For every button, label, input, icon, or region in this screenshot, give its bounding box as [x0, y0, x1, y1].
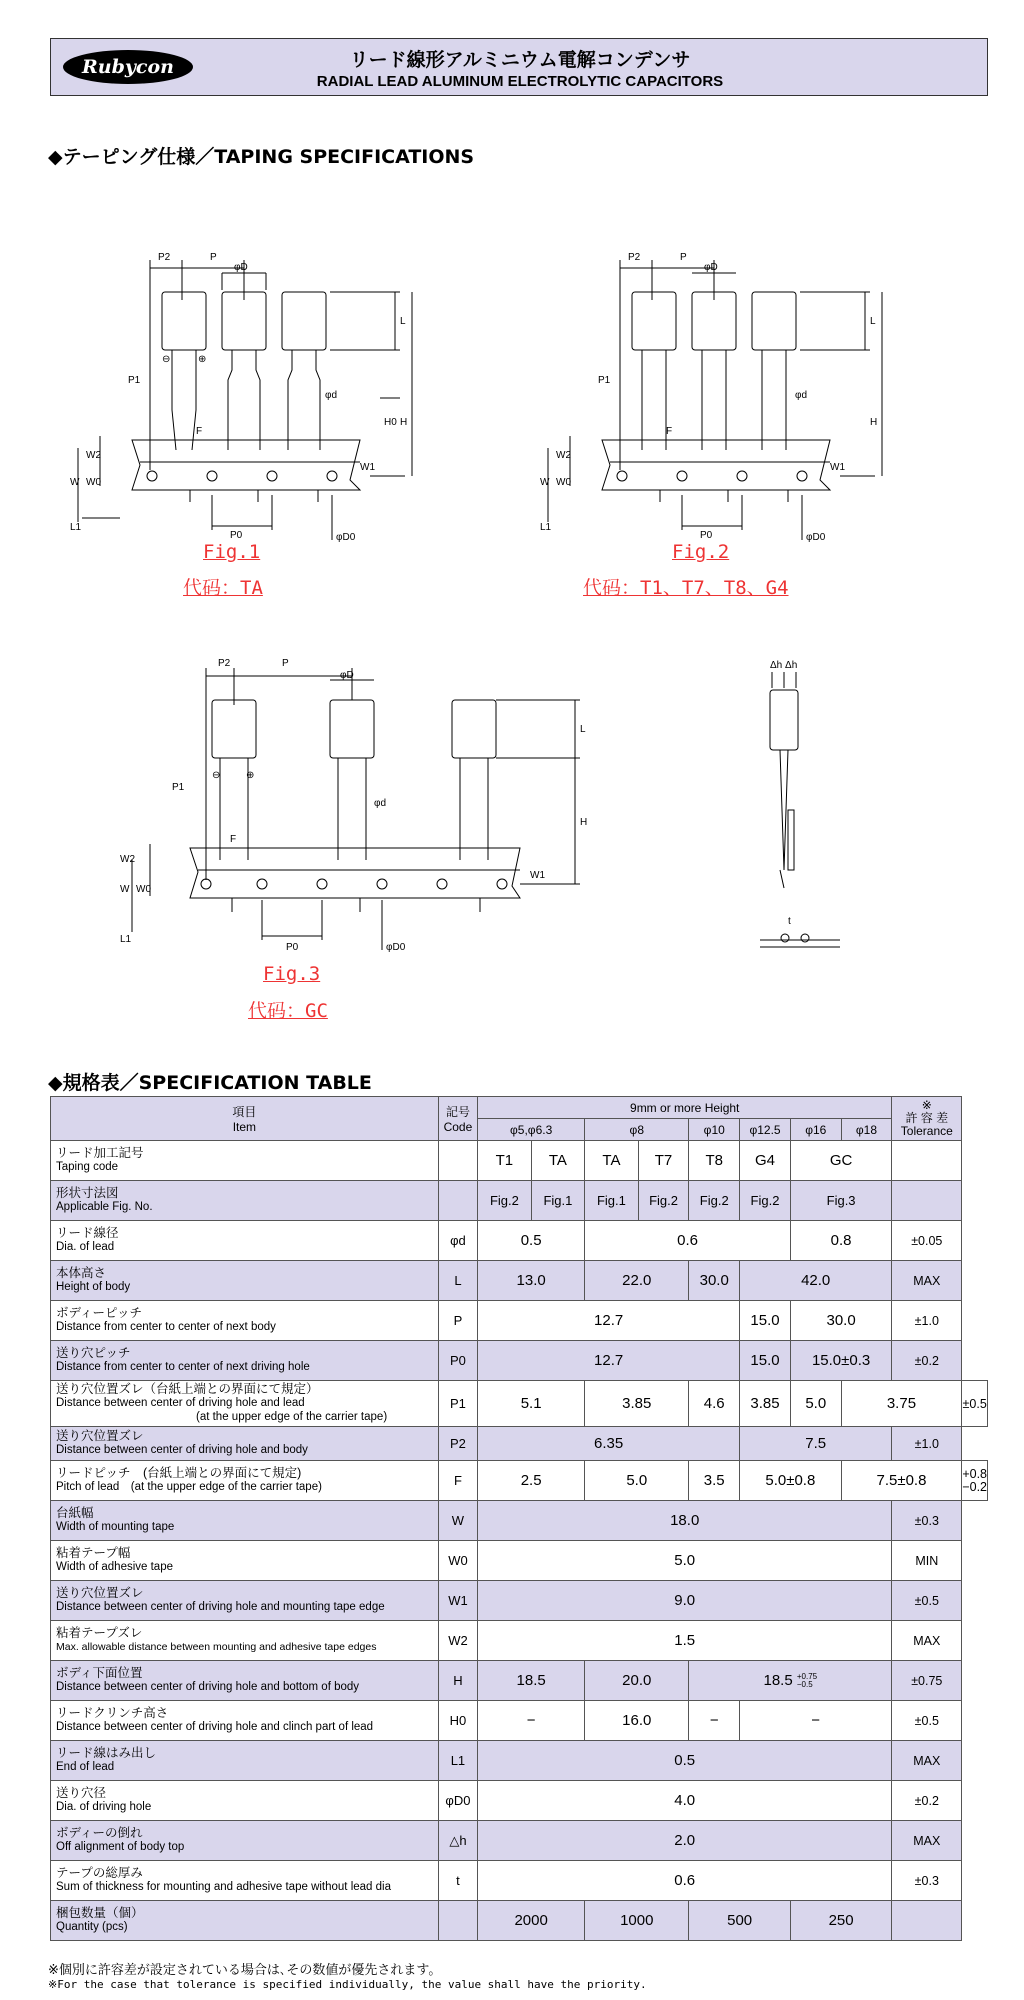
fig3-code: 代码：GC	[248, 1000, 328, 1022]
cell: Fig.2	[638, 1181, 689, 1221]
cell: Fig.2	[689, 1181, 740, 1221]
cell: 5.0	[790, 1381, 841, 1427]
cell: 3.5	[689, 1461, 740, 1501]
code-cell: W	[438, 1501, 477, 1541]
code-cell: W1	[438, 1581, 477, 1621]
note-en: ※For the case that tolerance is specified individually, the value shall have the priority.	[48, 1978, 647, 1991]
d0-label: 送り穴径 Dia. of driving hole	[51, 1781, 439, 1821]
size-10: φ10	[689, 1119, 740, 1141]
w1-label: 送り穴位置ズレ Distance between center of driving hole and mounting tape edge	[51, 1581, 439, 1621]
tol-cell: MAX	[892, 1821, 962, 1861]
row-w2	[51, 1621, 988, 1661]
cell: 15.0±0.3	[790, 1341, 891, 1381]
row-lead-dia	[51, 1221, 988, 1261]
fig1-l1-label: L1	[70, 522, 82, 533]
tol-cell: ±0.5	[892, 1701, 962, 1741]
cell: 12.7	[478, 1341, 740, 1381]
cell: Fig.1	[585, 1181, 639, 1221]
tol-cell: +0.8 −0.2	[962, 1461, 988, 1501]
fig2-w2-label: W2	[556, 450, 571, 461]
fig2-l-label: L	[870, 316, 876, 327]
fig3-w1-label: W1	[530, 870, 545, 881]
row-dh	[51, 1821, 988, 1861]
cell: 22.0	[585, 1261, 689, 1301]
fig1-w2-label: W2	[86, 450, 101, 461]
specification-table	[50, 1096, 988, 1941]
fig2-p0-label: P0	[700, 530, 713, 541]
fig3-w2-label: W2	[120, 854, 135, 865]
cell: 2.0	[478, 1821, 892, 1861]
code-cell: L	[438, 1261, 477, 1301]
cell: 13.0	[478, 1261, 585, 1301]
row-d0	[51, 1781, 988, 1821]
quantity-label: 梱包数量（個） Quantity (pcs)	[51, 1901, 439, 1941]
fig3-phid0-label: φD0	[386, 942, 406, 953]
cell: T8	[689, 1141, 740, 1181]
size-125: φ12.5	[740, 1119, 791, 1141]
cell: Fig.2	[740, 1181, 791, 1221]
cell: 7.5	[740, 1427, 892, 1461]
tol-cell: ±0.5	[892, 1581, 962, 1621]
code-header: 記号 Code	[438, 1097, 477, 1141]
fig1-w0-label: W0	[86, 477, 101, 488]
cell: 6.35	[478, 1427, 740, 1461]
cell: −	[740, 1701, 892, 1741]
row-f	[51, 1461, 988, 1501]
cell: Fig.2	[478, 1181, 532, 1221]
row-hole-pitch	[51, 1341, 988, 1381]
fig1-code: 代码：TA	[183, 577, 263, 599]
taping-figure-3	[120, 650, 1000, 960]
cell: 9.0	[478, 1581, 892, 1621]
cell: 0.5	[478, 1741, 892, 1781]
fig1-f-label: F	[196, 426, 203, 437]
fig1-plus-mark: ⊕	[198, 354, 207, 365]
code-cell: W0	[438, 1541, 477, 1581]
cell: 5.0±0.8	[740, 1461, 842, 1501]
code-cell: P	[438, 1301, 477, 1341]
tol-cell: MAX	[892, 1261, 962, 1301]
p2-label: 送り穴位置ズレ Distance between center of driving hole and body	[51, 1427, 439, 1461]
size-16: φ16	[790, 1119, 841, 1141]
fig1-minus-mark: ⊖	[162, 354, 171, 365]
tol-cell: ±0.3	[892, 1861, 962, 1901]
cell: TA	[531, 1141, 585, 1181]
title-jp: リード線形アルミニウム電解コンデンサ	[349, 49, 691, 71]
cell: 30.0	[689, 1261, 740, 1301]
fig2-phiD-label: φD	[704, 262, 718, 273]
cell: Fig.3	[790, 1181, 891, 1221]
section-taping-heading: ◆テーピング仕様／TAPING SPECIFICATIONS	[48, 146, 475, 168]
cell: 5.1	[478, 1381, 585, 1427]
fig3-w-label: W	[120, 884, 130, 895]
tol-cell: ±0.3	[892, 1501, 962, 1541]
tol-cell: MIN	[892, 1541, 962, 1581]
dh-label: ボディーの倒れ Off alignment of body top	[51, 1821, 439, 1861]
row-fig-no	[51, 1181, 988, 1221]
fig3-caption: Fig.3	[263, 963, 321, 985]
cell: T7	[638, 1141, 689, 1181]
cell: GC	[790, 1141, 891, 1181]
fig1-p1-label: P1	[128, 375, 141, 386]
cell: 2.5	[478, 1461, 585, 1501]
cell: 7.5±0.8	[841, 1461, 962, 1501]
tol-cell: ±0.05	[892, 1221, 962, 1261]
fig3-l-label: L	[580, 724, 586, 735]
row-quantity	[51, 1901, 988, 1941]
cell: 0.5	[478, 1221, 585, 1261]
fig1-l-label: L	[400, 316, 406, 327]
fig1-h-label: H	[400, 417, 408, 428]
cell: G4	[740, 1141, 791, 1181]
fig2-caption: Fig.2	[672, 541, 730, 563]
cell: 3.85	[740, 1381, 791, 1427]
cell: 250	[790, 1901, 891, 1941]
tol-cell: ±1.0	[892, 1427, 962, 1461]
h0-label: リードクリンチ高さ Distance between center of driving hole and clinch part of lead	[51, 1701, 439, 1741]
code-cell: P2	[438, 1427, 477, 1461]
t-label: テープの総厚み Sum of thickness for mounting and adhesive tape without lead dia	[51, 1861, 439, 1901]
fig2-w1-label: W1	[830, 462, 845, 473]
fig1-w1-label: W1	[360, 462, 375, 473]
fig3-p1-label: P1	[172, 782, 185, 793]
p1-label: 送り穴位置ズレ（台紙上端との界面にて規定） Distance between center of driving hole and lead (at the upper edge of the carrier tape)	[51, 1381, 439, 1427]
hole-pitch-label: 送り穴ピッチ Distance from center to center of next driving hole	[51, 1341, 439, 1381]
fig2-p1-label: P1	[598, 375, 611, 386]
fig2-code: 代码：T1、T7、T8、G4	[583, 577, 789, 599]
fig3-p0-label: P0	[286, 942, 299, 953]
code-cell: t	[438, 1861, 477, 1901]
row-w	[51, 1501, 988, 1541]
cell: 30.0	[790, 1301, 891, 1341]
header-row-1	[51, 1097, 988, 1119]
code-cell: △h	[438, 1821, 477, 1861]
code-cell: W2	[438, 1621, 477, 1661]
w-label: 台紙幅 Width of mounting tape	[51, 1501, 439, 1541]
body-pitch-label: ボディーピッチ Distance from center to center of next body	[51, 1301, 439, 1341]
cell: 16.0	[585, 1701, 689, 1741]
code-cell: φD0	[438, 1781, 477, 1821]
cell: 18.0	[478, 1501, 892, 1541]
cell: 3.85	[585, 1381, 689, 1427]
fig2-p-label: P	[680, 252, 687, 263]
row-h	[51, 1661, 988, 1701]
fig3-l1-label: L1	[120, 934, 132, 945]
row-t	[51, 1861, 988, 1901]
cell: 5.0	[585, 1461, 689, 1501]
fig3-phid-label: φd	[374, 798, 387, 809]
row-body-pitch	[51, 1301, 988, 1341]
body-height-label: 本体高さ Height of body	[51, 1261, 439, 1301]
row-p1	[51, 1381, 988, 1427]
fig2-phid0-label: φD0	[806, 532, 826, 543]
cell: 15.0	[740, 1341, 791, 1381]
cell: TA	[585, 1141, 639, 1181]
cell: 5.0	[478, 1541, 892, 1581]
tolerance-header: ※ 許 容 差 Tolerance	[892, 1097, 962, 1141]
section-spec-heading: ◆規格表／SPECIFICATION TABLE	[48, 1072, 372, 1094]
code-cell: L1	[438, 1741, 477, 1781]
cell: 12.7	[478, 1301, 740, 1341]
cell: 4.6	[689, 1381, 740, 1427]
fig2-l1-label: L1	[540, 522, 552, 533]
title-en: RADIAL LEAD ALUMINUM ELECTROLYTIC CAPACITORS	[316, 73, 724, 90]
fig3-p-label: P	[282, 658, 289, 669]
fig1-w-label: W	[70, 477, 80, 488]
note-jp: ※個別に許容差が設定されている場合は､その数値が優先されます。	[48, 1963, 442, 1978]
cell: 3.75	[841, 1381, 962, 1427]
f-label: リードピッチ (台紙上端との界面にて規定) Pitch of lead (at the upper edge of the carrier tape)	[51, 1461, 439, 1501]
row-p2	[51, 1427, 988, 1461]
lead-dia-label: リード線径 Dia. of lead	[51, 1221, 439, 1261]
row-taping-code	[51, 1141, 988, 1181]
cell: 20.0	[585, 1661, 689, 1701]
cell: 15.0	[740, 1301, 791, 1341]
cell: Fig.1	[531, 1181, 585, 1221]
side-t-label: t	[788, 916, 791, 927]
fig1-phiD-label: φD	[234, 262, 248, 273]
fig3-w0-label: W0	[136, 884, 151, 895]
cell: 42.0	[740, 1261, 892, 1301]
cell: T1	[478, 1141, 532, 1181]
tol-cell: ±1.0	[892, 1301, 962, 1341]
cell: 0.8	[790, 1221, 891, 1261]
item-header: 項目 Item	[51, 1097, 439, 1141]
w0-label: 粘着テープ幅 Width of adhesive tape	[51, 1541, 439, 1581]
fig1-p2-label: P2	[158, 252, 171, 263]
row-h0	[51, 1701, 988, 1741]
cell: 1.5	[478, 1621, 892, 1661]
l1-label: リード線はみ出し End of lead	[51, 1741, 439, 1781]
fig2-h-label: H	[870, 417, 878, 428]
cell: 18.5 +0.75 −0.5	[689, 1661, 892, 1701]
code-cell: P0	[438, 1341, 477, 1381]
cell: 0.6	[585, 1221, 791, 1261]
cell: 4.0	[478, 1781, 892, 1821]
tol-cell: ±0.2	[892, 1781, 962, 1821]
w2-label: 粘着テープズレ Max. allowable distance between mounting and adhesive tape edges	[51, 1621, 439, 1661]
code-cell: H0	[438, 1701, 477, 1741]
cell: −	[478, 1701, 585, 1741]
tol-cell: MAX	[892, 1621, 962, 1661]
h-label: ボディ下面位置 Distance between center of driving hole and bottom of body	[51, 1661, 439, 1701]
tol-cell: ±0.75	[892, 1661, 962, 1701]
fig3-plus-mark: ⊕	[246, 770, 255, 781]
cell: 0.6	[478, 1861, 892, 1901]
code-cell: P1	[438, 1381, 477, 1427]
cell: 18.5	[478, 1661, 585, 1701]
row-w0	[51, 1541, 988, 1581]
fig3-minus-mark: ⊖	[212, 770, 221, 781]
fig2-phid-label: φd	[795, 390, 808, 401]
cell: 1000	[585, 1901, 689, 1941]
fig-no-label: 形状寸法図 Applicable Fig. No.	[51, 1181, 439, 1221]
tol-cell: ±0.2	[892, 1341, 962, 1381]
code-cell: H	[438, 1661, 477, 1701]
fig1-caption: Fig.1	[203, 541, 261, 563]
fig1-h0-label: H0	[384, 417, 397, 428]
fig3-f-label: F	[230, 834, 237, 845]
fig1-p0-label: P0	[230, 530, 243, 541]
row-body-height	[51, 1261, 988, 1301]
code-cell: φd	[438, 1221, 477, 1261]
header-bar	[50, 38, 988, 96]
fig3-h-label: H	[580, 817, 588, 828]
rubycon-logo: Rubycon	[63, 50, 193, 84]
fig1-phid0-label: φD0	[336, 532, 356, 543]
fig3-phiD-label: φD	[340, 670, 354, 681]
cell: −	[689, 1701, 740, 1741]
fig2-w0-label: W0	[556, 477, 571, 488]
side-dh-label: Δh Δh	[770, 660, 798, 671]
row-l1	[51, 1741, 988, 1781]
fig2-f-label: F	[666, 426, 673, 437]
code-cell: F	[438, 1461, 477, 1501]
fig2-w-label: W	[540, 477, 550, 488]
height-header: 9mm or more Height	[478, 1097, 892, 1119]
fig1-phid-label: φd	[325, 390, 338, 401]
fig1-p-label: P	[210, 252, 217, 263]
row-w1	[51, 1581, 988, 1621]
fig3-p2-label: P2	[218, 658, 231, 669]
tol-cell: ±0.5	[962, 1381, 988, 1427]
cell: 500	[689, 1901, 791, 1941]
cell: 2000	[478, 1901, 585, 1941]
taping-figures-1-2	[60, 240, 1010, 560]
size-18: φ18	[841, 1119, 892, 1141]
fig2-p2-label: P2	[628, 252, 641, 263]
size-5-63: φ5,φ6.3	[478, 1119, 585, 1141]
taping-code-label: リード加工記号 Taping code	[51, 1141, 439, 1181]
tol-cell: MAX	[892, 1741, 962, 1781]
size-8: φ8	[585, 1119, 689, 1141]
